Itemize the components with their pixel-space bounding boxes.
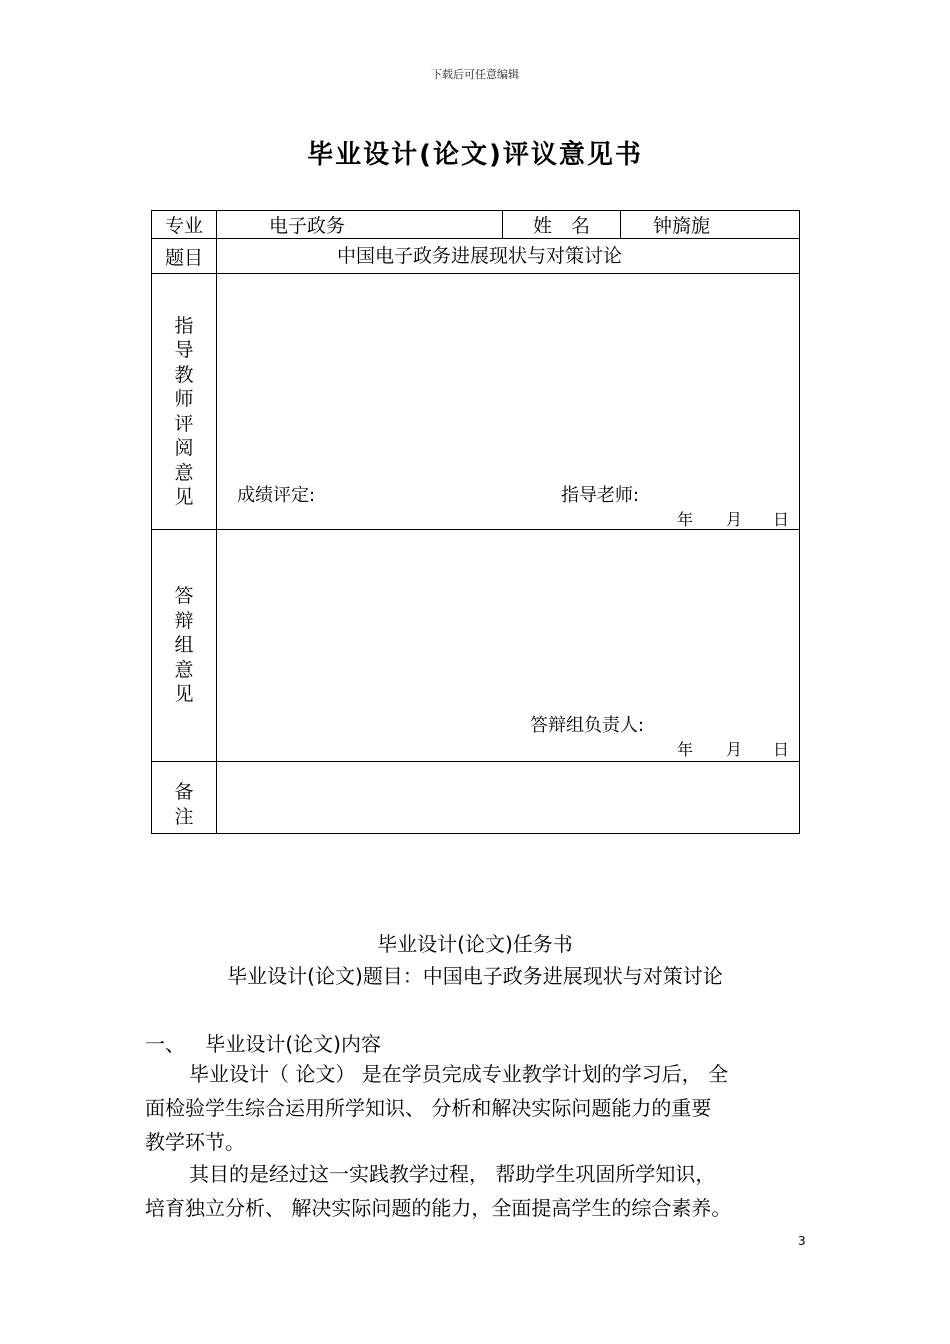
paragraph-line: 其目的是经过这一实践教学过程， 帮助学生巩固所学知识， (189, 1162, 716, 1186)
advisor-date-year: 年 (677, 510, 694, 529)
advisor-label-char: 意 (174, 461, 194, 484)
topic-label: 题目 (152, 239, 217, 274)
advisor-date-day: 日 (773, 510, 790, 529)
advisor-label-char: 教 (174, 363, 194, 386)
remarks-area (217, 762, 800, 834)
defense-date-day: 日 (773, 740, 790, 759)
grade-label: 成绩评定: (237, 485, 316, 506)
advisor-sign-label: 指导老师: (561, 485, 640, 506)
section-heading (145, 1028, 381, 1057)
paragraph-line: 教学环节。 (145, 1130, 245, 1154)
remarks-label-char: 注 (174, 805, 194, 828)
advisor-label-char: 导 (174, 339, 194, 361)
advisor-label-char: 阅 (174, 437, 194, 459)
defense-label-char: 组 (174, 634, 194, 657)
paragraph-2 (145, 1157, 815, 1225)
task-subtitle: 毕业设计(论文)题目：中国电子政务进展现状与对策讨论 (227, 964, 723, 988)
major-value: 电子政务 (217, 211, 503, 239)
paragraph-1 (145, 1057, 815, 1159)
advisor-review-area (217, 274, 800, 530)
advisor-label-char: 见 (174, 486, 194, 508)
remarks-label (152, 762, 217, 834)
defense-date-year: 年 (677, 740, 694, 759)
header-note: 下载后可任意编辑 (431, 68, 519, 81)
advisor-section-label (152, 274, 217, 530)
review-form-table (151, 210, 800, 834)
defense-label-char: 辩 (174, 609, 194, 632)
task-title: 毕业设计(论文)任务书 (377, 932, 573, 956)
section-heading-number: 一、 (145, 1032, 185, 1056)
defense-label-char: 见 (174, 683, 194, 706)
advisor-label-char: 师 (174, 388, 194, 410)
page-number: 3 (798, 1234, 806, 1248)
defense-section-label (152, 530, 217, 762)
advisor-label-char: 指 (174, 314, 194, 337)
advisor-label-char: 评 (174, 412, 194, 435)
defense-label-char: 答 (174, 585, 194, 608)
defense-sign-label: 答辩组负责人: (530, 715, 645, 736)
name-value: 钟旖旎 (621, 211, 800, 239)
defense-date-month: 月 (726, 740, 743, 759)
paragraph-line: 面检验学生综合运用所学知识、 分析和解决实际问题能力的重要 (145, 1096, 712, 1120)
defense-label-char: 意 (174, 658, 194, 681)
topic-value: 中国电子政务进展现状与对策讨论 (217, 239, 800, 274)
form-title: 毕业设计(论文)评议意见书 (307, 140, 643, 170)
major-label: 专业 (152, 211, 217, 239)
paragraph-line: 培育独立分析、 解决实际问题的能力，全面提高学生的综合素养。 (145, 1196, 732, 1220)
remarks-label-char: 备 (174, 781, 194, 803)
advisor-date-month: 月 (726, 510, 743, 529)
paragraph-line: 毕业设计（ 论文） 是在学员完成专业教学计划的学习后， 全 (189, 1062, 729, 1086)
defense-opinion-area (217, 530, 800, 762)
section-heading-text: 毕业设计(论文)内容 (205, 1032, 381, 1056)
name-label: 姓 名 (503, 211, 621, 239)
